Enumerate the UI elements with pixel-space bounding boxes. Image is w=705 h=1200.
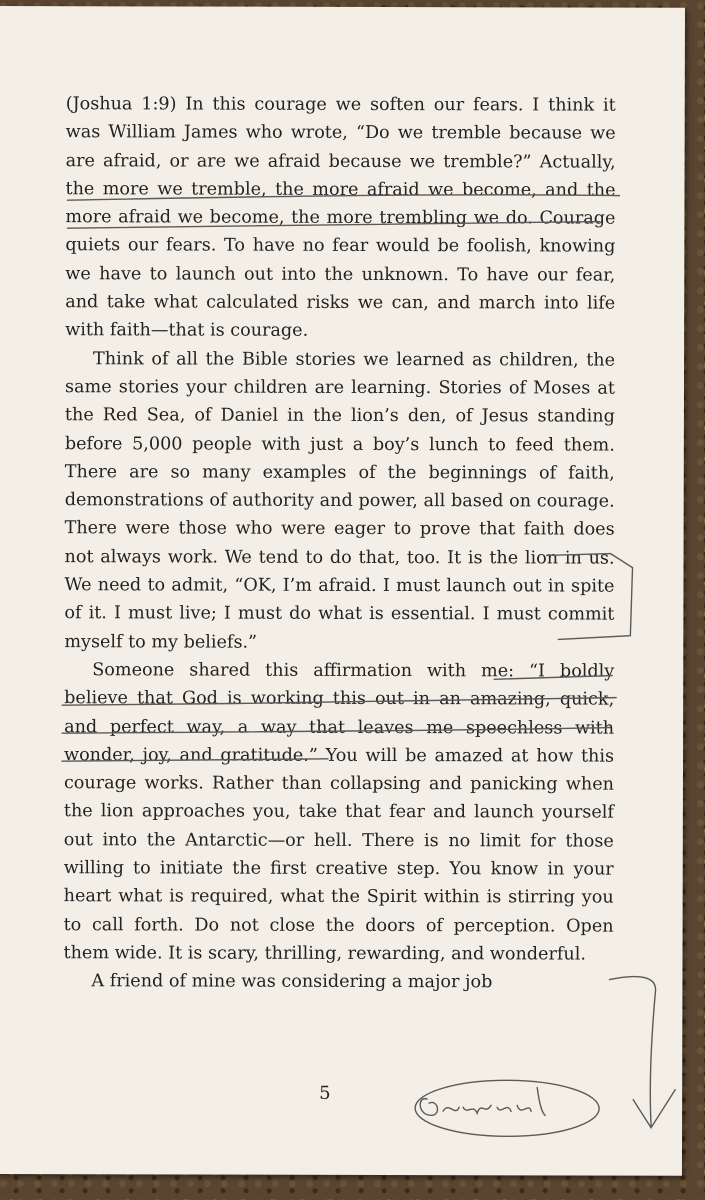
signature-circle: [415, 1080, 599, 1136]
book-page: [0, 6, 685, 1176]
body-text: [63, 90, 615, 997]
paragraph-1: (Joshua 1:9) In this courage we soften our fears. I think it was William James who wrote, “Do we tremble because we are afraid, or are we afraid because we tremble?” Actually, the more we tremble, the more afraid we become, and the more afraid we become, the more trembling we do. Courage quiets our fears. To have no fear would be foolish, knowing we have to launch out into the unknown. To have our fear, and take what calculated risks we can, and march into life with faith—that is courage.: [65, 94, 616, 342]
arrow-down: [609, 976, 675, 1127]
paragraph-2: Think of all the Bible stories we learned as children, the same stories your children are learning. Stories of Moses at the Red Sea, of Daniel in the lion’s den, of Jesus standing before 5,000 people with just a boy’s lunch to feed them. There are so many examples of the beginnings of faith, demonstrations of authority and power, all based on courage. There were those who were eager to prove that faith does not always work. We tend to do that, too. It is the lion in us. We need to admit, “OK, I’m afraid. I must launch out in spite of it. I must live; I must do what is essential. I must commit myself to my beliefs.”: [64, 348, 616, 653]
signature-samuel: [420, 1087, 545, 1115]
paragraph-3: Someone shared this affirmation with me: “I boldly believe that God is working this out in an amazing, quick, and perfect way, a way that leaves me speechless with wonder, joy, and gratitude.” You will be amazed at how this courage works. Rather than collapsing and panicking when the lion approaches you, take that fear and launch yourself out into the Antarctic—or hell. There is no limit for those willing to initiate the first creative step. You know in your heart what is required, what the Spirit within is stirring you to call forth. Do not close the doors of perception. Open them wide. It is scary, thrilling, rewarding, and wonderful.: [63, 660, 615, 965]
paragraph-4: A friend of mine was considering a major job: [91, 971, 493, 993]
page-number: 5: [319, 1082, 331, 1104]
